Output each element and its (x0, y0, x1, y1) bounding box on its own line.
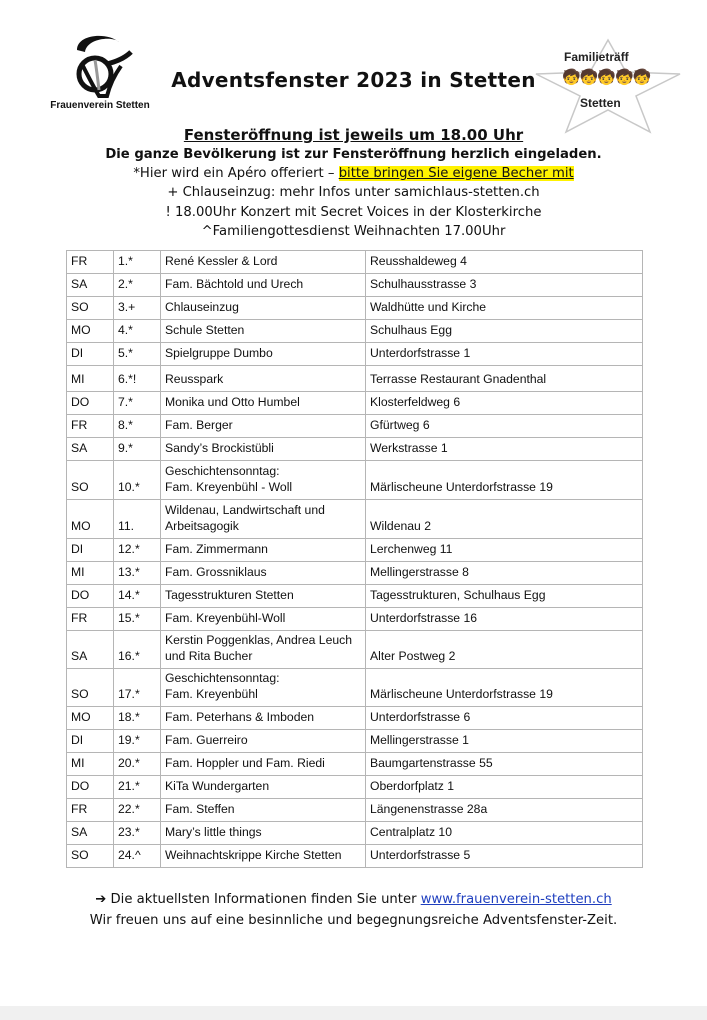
place-cell: Reusshaldeweg 4 (366, 251, 643, 274)
day-cell: MO (67, 320, 114, 343)
table-row (67, 585, 643, 608)
date-cell: 9.* (114, 438, 161, 461)
date-cell: 11. (114, 500, 161, 539)
date-cell: 20.* (114, 753, 161, 776)
familietraeff-label: Familieträff (564, 50, 629, 64)
host-cell (161, 539, 366, 562)
date-cell: 6.*! (114, 366, 161, 392)
date-cell: 8.* (114, 415, 161, 438)
day-cell: DI (67, 343, 114, 366)
day-cell: DO (67, 392, 114, 415)
place-cell: Werkstrasse 1 (366, 438, 643, 461)
logo-text: Frauenverein Stetten (50, 100, 150, 111)
table-row (67, 274, 643, 297)
place-cell: Centralplatz 10 (366, 822, 643, 845)
intro-block (0, 126, 707, 241)
footer (0, 889, 707, 931)
concert-note: ! 18.00Uhr Konzert mit Secret Voices in der Klosterkirche (165, 204, 542, 220)
host-line: Spielgruppe Dumbo (165, 345, 273, 360)
host-cell (161, 438, 366, 461)
host-line: Fam. Zimmermann (165, 541, 268, 556)
table-row (67, 297, 643, 320)
table-row (67, 822, 643, 845)
place-cell: Waldhütte und Kirche (366, 297, 643, 320)
apero-note (0, 164, 707, 183)
host-line: Schule Stetten (165, 322, 245, 337)
host-line: Fam. Guerreiro (165, 732, 248, 747)
table-row (67, 707, 643, 730)
date-cell: 2.* (114, 274, 161, 297)
kids-group-icon: 🧒🧒🧒🧒🧒 (562, 68, 651, 86)
host-cell (161, 845, 366, 868)
place-cell: Mellingerstrasse 1 (366, 730, 643, 753)
day-cell: DO (67, 776, 114, 799)
place-cell: Unterdorfstrasse 16 (366, 608, 643, 631)
table-row (67, 343, 643, 366)
website-link[interactable]: www.frauenverein-stetten.ch (420, 892, 612, 907)
host-cell (161, 730, 366, 753)
table-row (67, 366, 643, 392)
place-cell: Märlischeune Unterdorfstrasse 19 (366, 461, 643, 500)
place-cell: Unterdorfstrasse 1 (366, 343, 643, 366)
place-cell: Wildenau 2 (366, 500, 643, 539)
date-cell: 23.* (114, 822, 161, 845)
host-line: Mary’s little things (165, 824, 262, 839)
host-cell (161, 753, 366, 776)
host-line: Chlauseinzug (165, 299, 239, 314)
host-cell (161, 366, 366, 392)
host-cell (161, 707, 366, 730)
chlaus-note: + Chlauseinzug: mehr Infos unter samichlaus-stetten.ch (167, 185, 540, 201)
host-line: Fam. Berger (165, 417, 233, 432)
day-cell: FR (67, 799, 114, 822)
host-cell (161, 799, 366, 822)
host-cell (161, 343, 366, 366)
table-row (67, 669, 643, 707)
place-cell: Oberdorfplatz 1 (366, 776, 643, 799)
date-cell: 16.* (114, 631, 161, 669)
day-cell: SA (67, 822, 114, 845)
day-cell: SA (67, 631, 114, 669)
date-cell: 17.* (114, 669, 161, 707)
day-cell: SO (67, 297, 114, 320)
arrow-right-icon: ➔ (95, 892, 111, 907)
date-cell: 18.* (114, 707, 161, 730)
host-cell (161, 562, 366, 585)
table-row (67, 539, 643, 562)
date-cell: 24.^ (114, 845, 161, 868)
table-row (67, 608, 643, 631)
table-row (67, 799, 643, 822)
host-line: René Kessler & Lord (165, 253, 278, 268)
host-line: Monika und Otto Humbel (165, 394, 300, 409)
table-row (67, 730, 643, 753)
footer-info-text: Die aktuellsten Informationen finden Sie unter (110, 892, 421, 907)
host-cell (161, 669, 366, 707)
host-line: Fam. Steffen (165, 801, 235, 816)
host-line-2: und Rita Bucher (165, 648, 253, 663)
page-bottom-edge (0, 1006, 707, 1020)
day-cell: MI (67, 562, 114, 585)
schedule-table (66, 250, 643, 868)
host-cell (161, 251, 366, 274)
day-cell: FR (67, 608, 114, 631)
place-cell: Baumgartenstrasse 55 (366, 753, 643, 776)
host-line: Fam. Grossniklaus (165, 564, 267, 579)
table-row (67, 251, 643, 274)
day-cell: DO (67, 585, 114, 608)
day-cell: MO (67, 500, 114, 539)
host-cell (161, 776, 366, 799)
date-cell: 5.* (114, 343, 161, 366)
place-cell: Mellingerstrasse 8 (366, 562, 643, 585)
place-cell: Alter Postweg 2 (366, 631, 643, 669)
host-cell (161, 297, 366, 320)
host-line: Fam. Bächtold und Urech (165, 276, 304, 291)
table-row (67, 500, 643, 539)
date-cell: 4.* (114, 320, 161, 343)
date-cell: 7.* (114, 392, 161, 415)
table-row (67, 845, 643, 868)
place-cell: Unterdorfstrasse 6 (366, 707, 643, 730)
host-line: Fam. Hoppler und Fam. Riedi (165, 755, 325, 770)
footer-info-line (0, 889, 707, 910)
host-line: Fam. Peterhans & Imboden (165, 709, 315, 724)
service-note: ^Familiengottesdienst Weihnachten 17.00Uhr (201, 223, 506, 239)
day-cell: SO (67, 461, 114, 500)
host-cell (161, 320, 366, 343)
host-cell (161, 274, 366, 297)
familietraeff-logo (534, 38, 682, 134)
host-cell (161, 461, 366, 500)
host-line: KiTa Wundergarten (165, 778, 270, 793)
day-cell: SO (67, 669, 114, 707)
day-cell: DI (67, 539, 114, 562)
date-cell: 21.* (114, 776, 161, 799)
table-row (67, 320, 643, 343)
host-line: Geschichtensonntag: (165, 671, 280, 685)
day-cell: FR (67, 415, 114, 438)
becher-highlight: bitte bringen Sie eigene Becher mit (338, 166, 574, 182)
place-cell: Gfürtweg 6 (366, 415, 643, 438)
place-cell: Märlischeune Unterdorfstrasse 19 (366, 669, 643, 707)
place-cell: Klosterfeldweg 6 (366, 392, 643, 415)
day-cell: MO (67, 707, 114, 730)
date-cell: 15.* (114, 608, 161, 631)
date-cell: 10.* (114, 461, 161, 500)
host-line: Wildenau, Landwirtschaft und (165, 503, 325, 517)
host-line: Reusspark (165, 371, 224, 386)
host-line: Sandy’s Brockistübli (165, 440, 274, 455)
familietraeff-place: Stetten (580, 96, 621, 110)
day-cell: SO (67, 845, 114, 868)
host-cell (161, 585, 366, 608)
host-line-2: Fam. Kreyenbühl (165, 686, 258, 701)
place-cell: Terrasse Restaurant Gnadenthal (366, 366, 643, 392)
place-cell: Unterdorfstrasse 5 (366, 845, 643, 868)
date-cell: 12.* (114, 539, 161, 562)
table-row (67, 776, 643, 799)
place-cell: Tagesstrukturen, Schulhaus Egg (366, 585, 643, 608)
host-cell (161, 631, 366, 669)
host-line: Tagesstrukturen Stetten (165, 587, 294, 602)
day-cell: DI (67, 730, 114, 753)
apero-note-text: *Hier wird ein Apéro offeriert – (133, 166, 339, 182)
place-cell: Schulhausstrasse 3 (366, 274, 643, 297)
table-row (67, 438, 643, 461)
day-cell: SA (67, 438, 114, 461)
day-cell: MI (67, 753, 114, 776)
host-cell (161, 392, 366, 415)
page-title: Adventsfenster 2023 in Stetten (171, 68, 536, 92)
day-cell: MI (67, 366, 114, 392)
place-cell: Längenenstrasse 28a (366, 799, 643, 822)
table-row (67, 415, 643, 438)
host-cell (161, 608, 366, 631)
date-cell: 22.* (114, 799, 161, 822)
place-cell: Lerchenweg 11 (366, 539, 643, 562)
table-row (67, 631, 643, 669)
host-line: Kerstin Poggenklas, Andrea Leuch (165, 633, 353, 647)
host-cell (161, 415, 366, 438)
host-line-2: Fam. Kreyenbühl - Woll (165, 479, 293, 494)
date-cell: 19.* (114, 730, 161, 753)
table-row (67, 562, 643, 585)
table-row (67, 753, 643, 776)
host-line: Geschichtensonntag: (165, 464, 280, 478)
day-cell: SA (67, 274, 114, 297)
host-line: Fam. Kreyenbühl-Woll (165, 610, 286, 625)
host-line-2: Arbeitsagogik (165, 518, 239, 533)
day-cell: FR (67, 251, 114, 274)
host-line: Weihnachtskrippe Kirche Stetten (165, 847, 342, 862)
host-cell (161, 500, 366, 539)
date-cell: 3.+ (114, 297, 161, 320)
place-cell: Schulhaus Egg (366, 320, 643, 343)
date-cell: 13.* (114, 562, 161, 585)
host-cell (161, 822, 366, 845)
opening-time: Fensteröffnung ist jeweils um 18.00 Uhr (183, 126, 524, 144)
table-row (67, 461, 643, 500)
table-row (67, 392, 643, 415)
date-cell: 1.* (114, 251, 161, 274)
invitation-text: Die ganze Bevölkerung ist zur Fensteröffnung herzlich eingeladen. (105, 147, 602, 162)
footer-closing-line: Wir freuen uns auf eine besinnliche und begegnungsreiche Adventsfenster-Zeit. (89, 913, 618, 928)
date-cell: 14.* (114, 585, 161, 608)
